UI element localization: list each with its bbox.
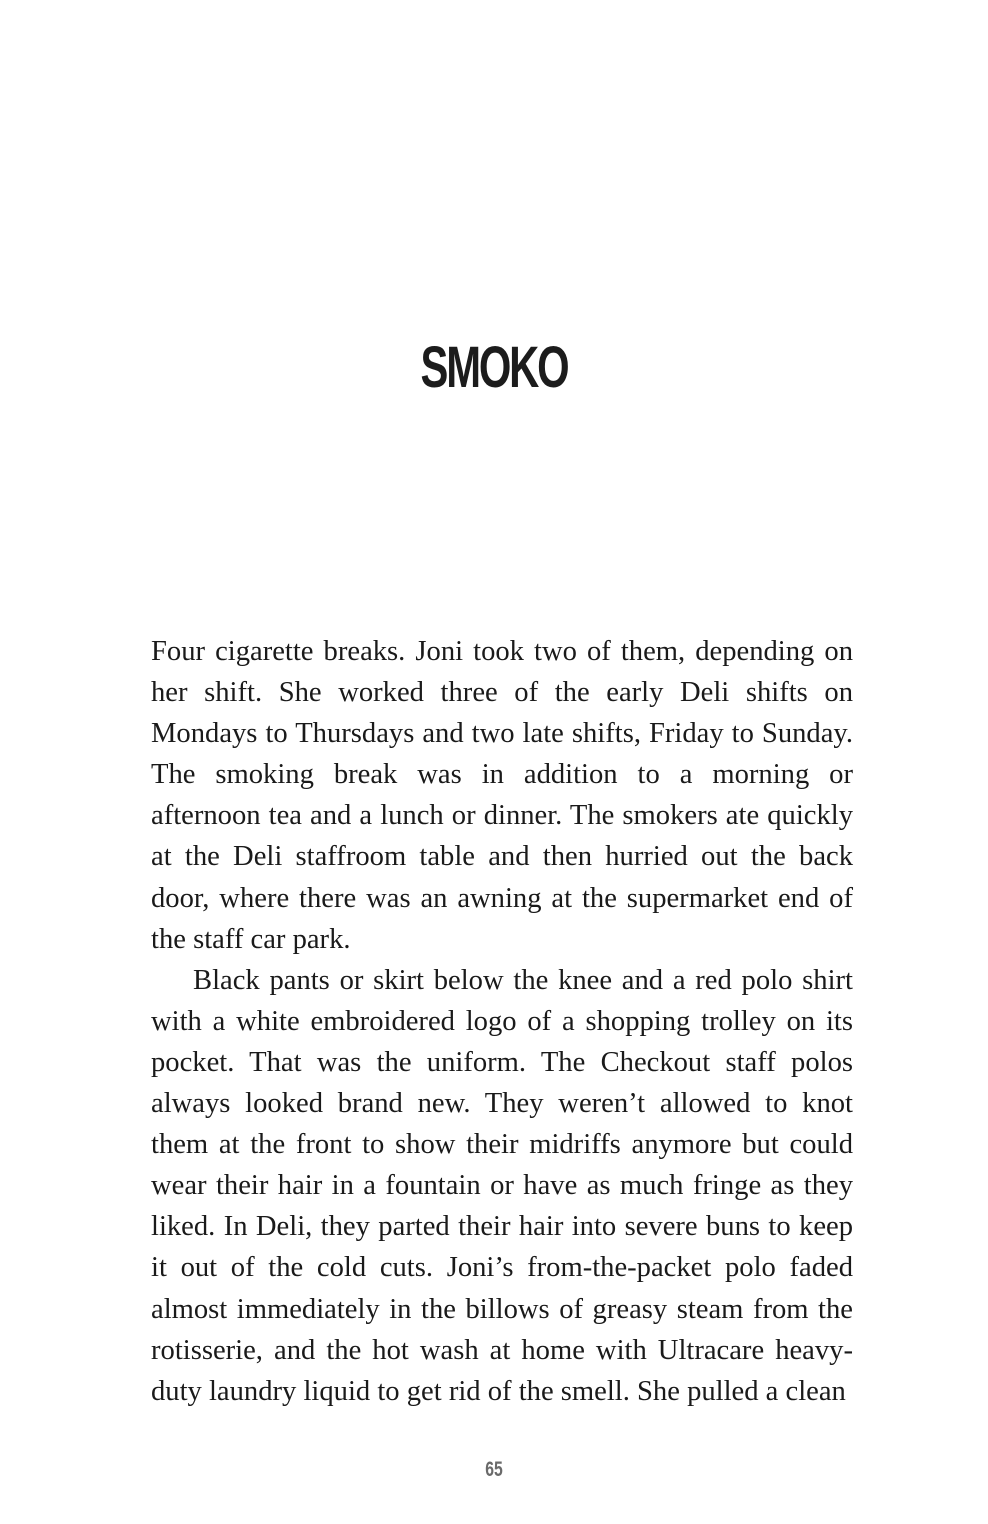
page-number: 65 bbox=[485, 1458, 503, 1481]
body-text bbox=[151, 631, 853, 1412]
paragraph: Black pants or skirt below the knee and a red polo shirt with a white embroidered logo of a shopping trolley on its pocket. That was the uniform. The Checkout staff polos always looked brand new. They weren’t allowed to knot them at the front to show their midriffs anymore but could wear their hair in a fountain or have as much fringe as they liked. In Deli, they parted their hair into severe buns to keep it out of the cold cuts. Joni’s from-the-packet polo faded almost immediately in the billows of greasy steam from the rotisserie, and the hot wash at home with Ultracare heavy-duty laundry liquid to get rid of the smell. She pulled a clean bbox=[151, 964, 853, 1407]
paragraph: Four cigarette breaks. Joni took two of them, depending on her shift. She worked three of the early Deli shifts on Mondays to Thursdays and two late shifts, Friday to Sunday. The smoking break was in addition to a morning or afternoon tea and a lunch or dinner. The smokers ate quickly at the Deli staffroom table and then hurried out the back door, where there was an awning at the supermarket end of the staff car park. bbox=[151, 636, 853, 955]
chapter-title: SMOKO bbox=[420, 334, 568, 400]
